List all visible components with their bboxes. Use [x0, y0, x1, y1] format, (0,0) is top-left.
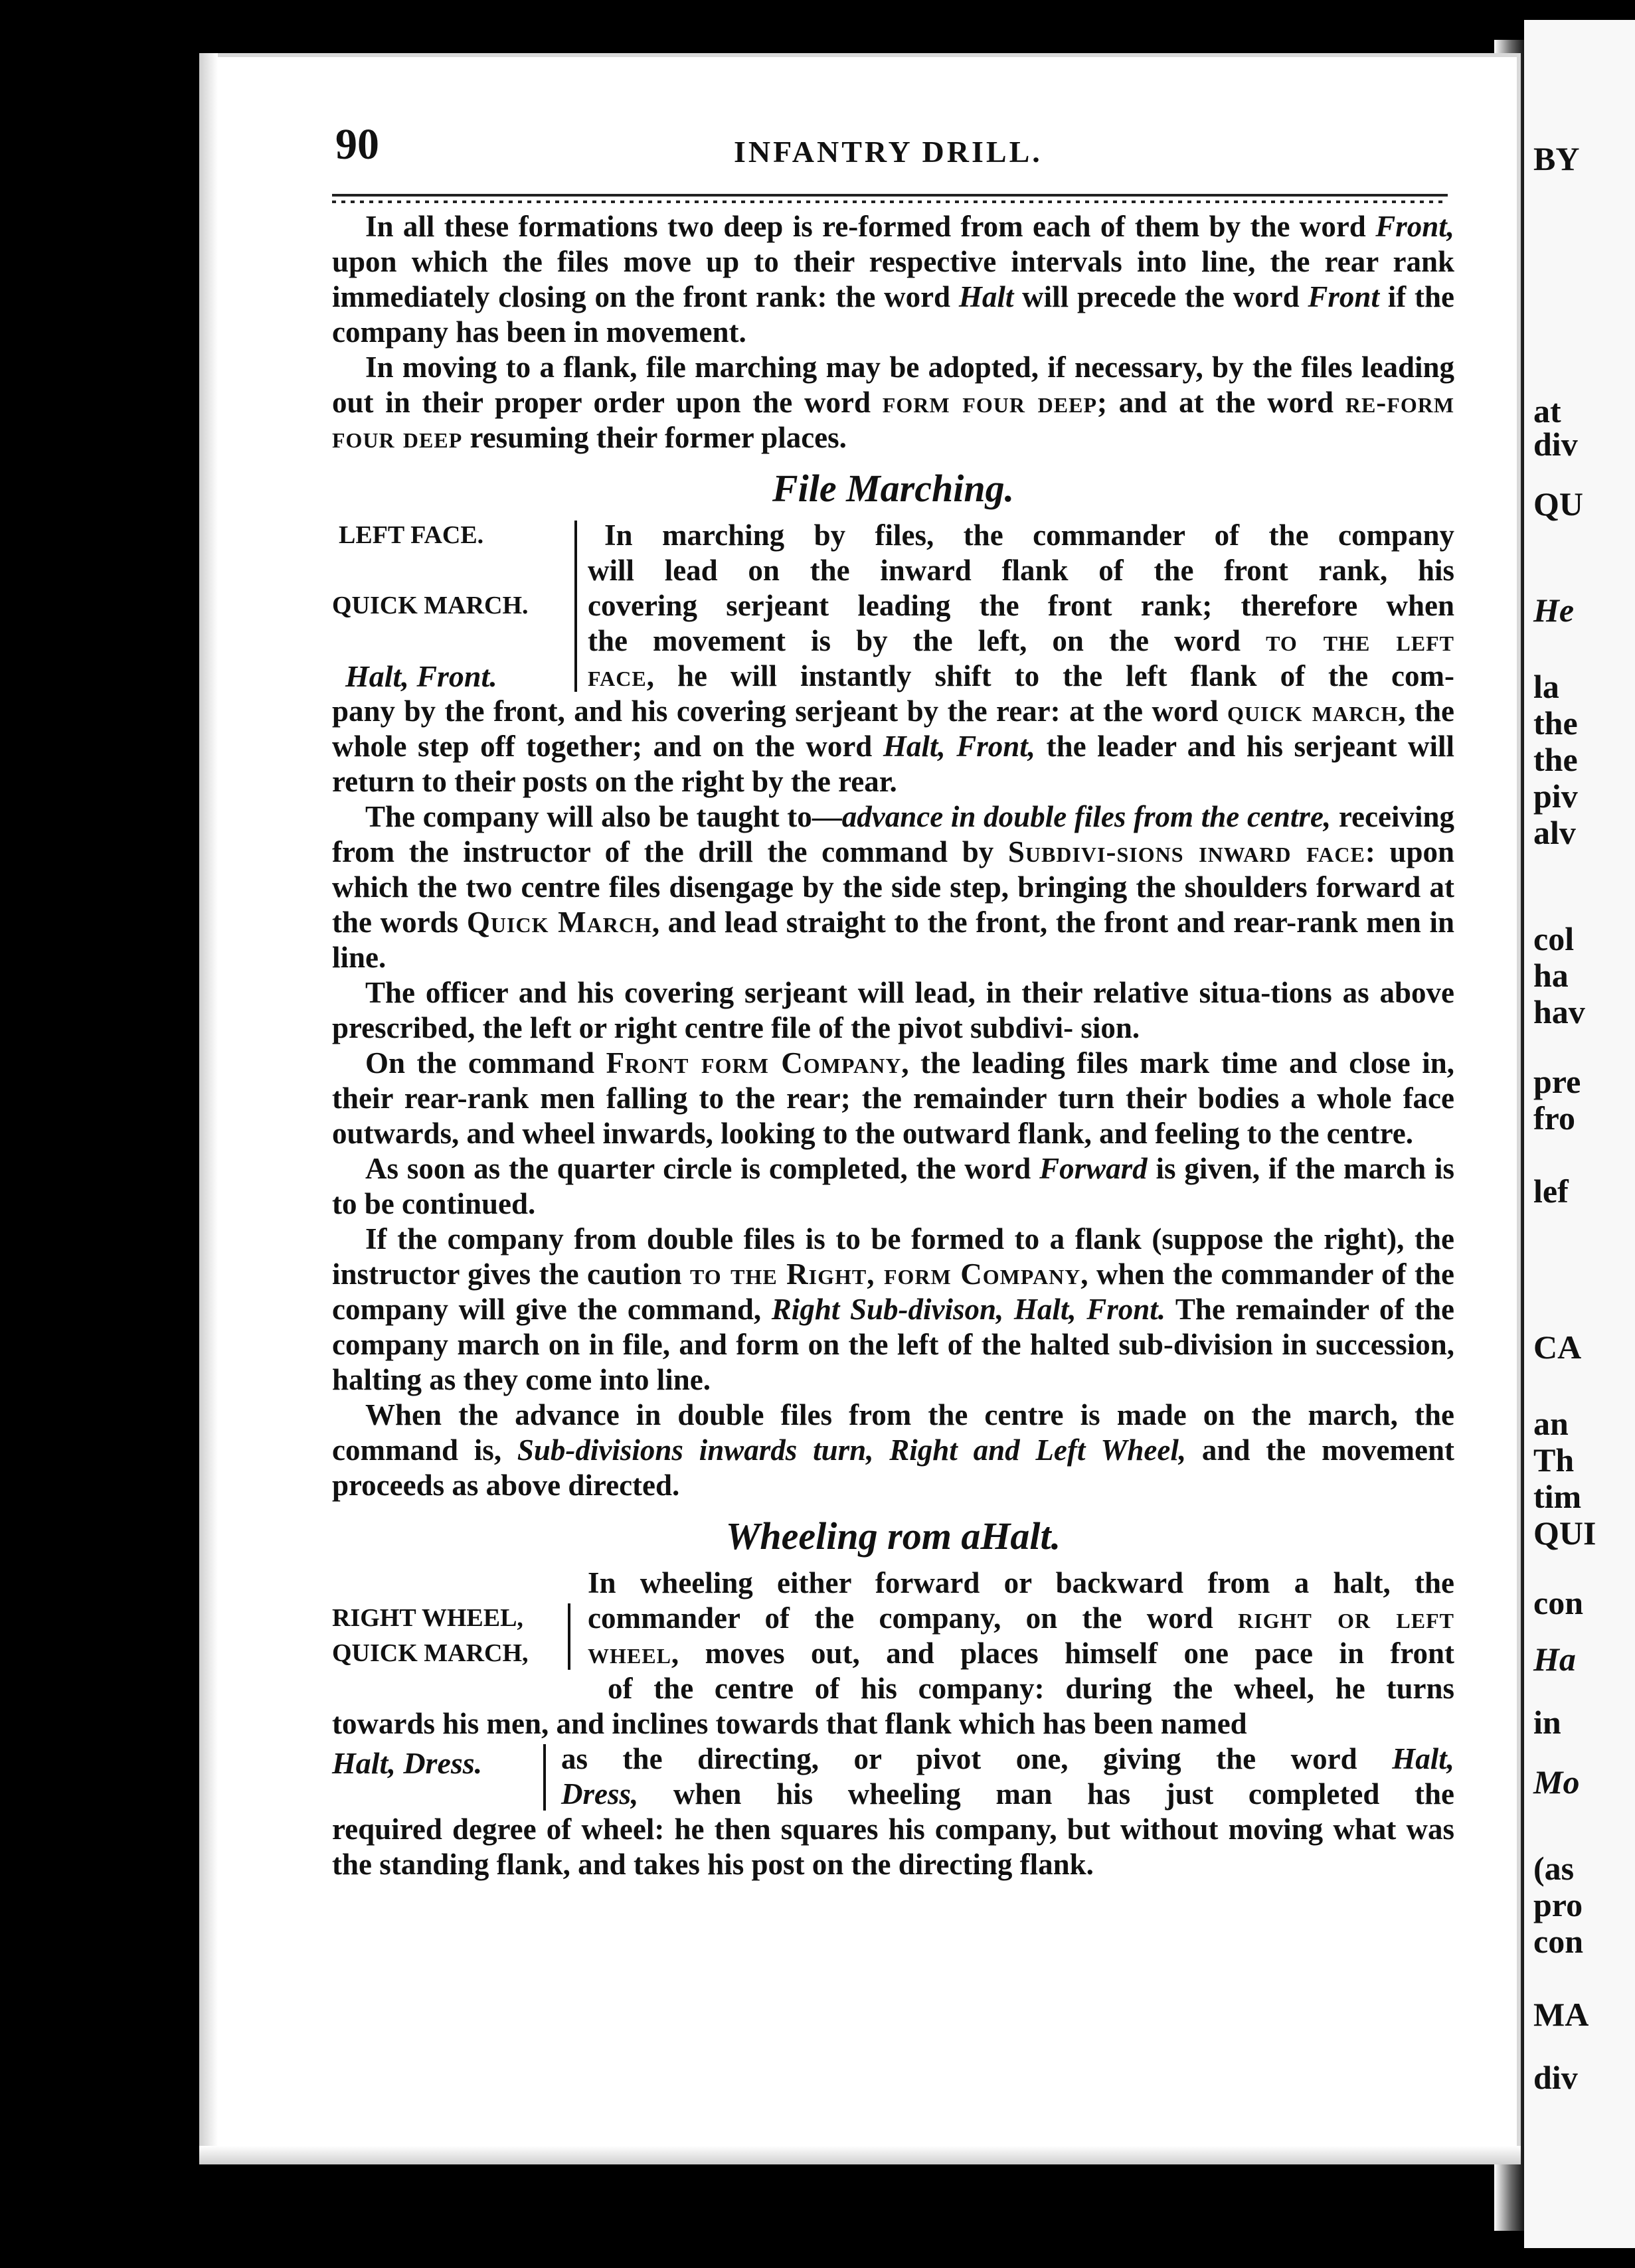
fragment: ha [1533, 957, 1569, 994]
header-rule [332, 194, 1448, 203]
book-page [199, 53, 1521, 2164]
paragraph: required degree of wheel: he then squares his company, but without moving what was the standing flank, and takes his post on the directing flank. [332, 1813, 1454, 1881]
fragment: con [1533, 1584, 1583, 1621]
fragment: BY [1533, 140, 1580, 177]
fragment: div [1533, 2059, 1578, 2096]
paragraph: When the advance in double files from the centre is made on the march, the command is, Sub-divisions inwards turn, Right and Left Wheel, and the movement proceeds as above directed. [332, 1398, 1454, 1502]
paragraph: On the command Front form Company, the leading files mark time and close in, their rear-rank men falling to the rear; the remainder turn their bodies a whole face outwards, and wheel inwards, looking to the outward flank, and feeling to the centre. [332, 1046, 1455, 1150]
fragment: Mo [1533, 1763, 1580, 1801]
command-block [332, 518, 1454, 799]
fragment: pro [1533, 1886, 1583, 1923]
command-bracket [574, 521, 577, 692]
paragraph: If the company from double files is to be formed to a flank (suppose the right), the instructor gives the caution to the Right, form Company, when the commander of the company will give the command, Right Sub-divison, Halt, Front. The remainder of the company march on in file, and form on the left of the halted sub-division in succession, halting as they come into line. [332, 1222, 1455, 1396]
fragment: hav [1533, 993, 1585, 1030]
adjacent-page-edge [1524, 20, 1635, 2248]
paragraph: As soon as the quarter circle is completed, the word Forward is given, if the march is to be continued. [332, 1152, 1454, 1220]
fragment: Th [1533, 1441, 1575, 1479]
fragment: QU [1533, 485, 1583, 523]
fragment: the [1533, 741, 1578, 778]
command-label: Halt, Dress. [332, 1746, 483, 1780]
paragraph: In moving to a flank, file marching may be adopted, if necessary, by the files leading out in their proper order upon the word form four deep; and at the word re-form four deep resuming their former places. [332, 351, 1455, 454]
fragment: col [1533, 920, 1575, 957]
page-number: 90 [335, 120, 379, 169]
fragment: lef [1533, 1173, 1569, 1210]
section-title: File Marching. [772, 467, 1015, 510]
command-label: LEFT FACE. [339, 521, 484, 549]
paragraph-wrapped: In wheeling either forward or backward from a halt, the commander of the company, on the word right or left wheel, moves out, and places himself one pace in front of the centre of his company: during the wheel, he turns [588, 1566, 1455, 1705]
fragment: CA [1533, 1329, 1582, 1366]
fragment: at [1533, 392, 1561, 430]
command-block [332, 1566, 1454, 1882]
fragment: MA [1533, 1996, 1589, 2033]
command-label: Halt, Front. [345, 659, 497, 693]
fragment: pre [1533, 1063, 1581, 1100]
paragraph: The company will also be taught to—advance in double files from the centre, receiving from the instructor of the drill the command by Subdivi-sions inward face: upon which the two centre files disengage by the side step, bringing the shoulders forward at the words Quick March, and lead straight to the front, the front and rear-rank men in line. [332, 800, 1455, 974]
paragraph: towards his men, and inclines towards that flank which has been named [332, 1707, 1247, 1740]
paragraph: pany by the front, and his covering serjeant by the rear: at the word quick march, the whole step off together; and on the word Halt, Front, the leader and his serjeant will return to their posts on the right by the rear. [332, 694, 1455, 798]
fragment: la [1533, 668, 1559, 705]
fragment: piv [1533, 777, 1578, 815]
command-bracket [543, 1744, 546, 1811]
command-column [332, 518, 529, 694]
section-title: Wheeling rom aHalt. [725, 1514, 1061, 1558]
command-column [332, 1601, 529, 1671]
paragraph: In all these formations two deep is re-formed from each of them by the word Front, upon which the files move up to their respective intervals into line, the rear rank immediately closing on the front rank: the word Halt will precede the word Front if the company has been in movement. [332, 210, 1455, 349]
command-label: RIGHT WHEEL, [332, 1604, 523, 1632]
fragment: He [1533, 592, 1575, 629]
command-label: QUICK MARCH. [332, 592, 529, 619]
fragment: the [1533, 704, 1578, 742]
fragment: tim [1533, 1478, 1582, 1515]
fragment: con [1533, 1923, 1583, 1960]
fragment: in [1533, 1704, 1561, 1741]
command-row [332, 1742, 1454, 1812]
fragment: Ha [1533, 1641, 1576, 1678]
page-header [335, 120, 1451, 179]
running-title: INFANTRY DRILL. [734, 135, 1043, 169]
command-label: QUICK MARCH, [332, 1639, 529, 1667]
command-bracket [568, 1603, 570, 1670]
paragraph: The officer and his covering serjeant will lead, in their relative situa-tions as above prescribed, the left or right centre file of the pivot subdivi- sion. [332, 976, 1454, 1044]
fragment: QUI [1533, 1514, 1596, 1552]
fragment: an [1533, 1405, 1569, 1442]
page-body [332, 209, 1454, 1882]
fragment: fro [1533, 1099, 1575, 1137]
fragment: alv [1533, 814, 1576, 851]
fragment: div [1533, 426, 1578, 463]
paragraph-wrapped: In marching by files, the commander of the company will lead on the inward flank of the front rank, his covering serjeant leading the front rank; therefore when the movement is by the left, on the word to the left face, he will instantly shift to the left flank of the com- [588, 519, 1455, 692]
paragraph-wrapped: as the directing, or pivot one, giving the word Halt, Dress, when his wheeling man has just completed the [561, 1742, 1454, 1811]
fragment: (as [1533, 1850, 1575, 1887]
